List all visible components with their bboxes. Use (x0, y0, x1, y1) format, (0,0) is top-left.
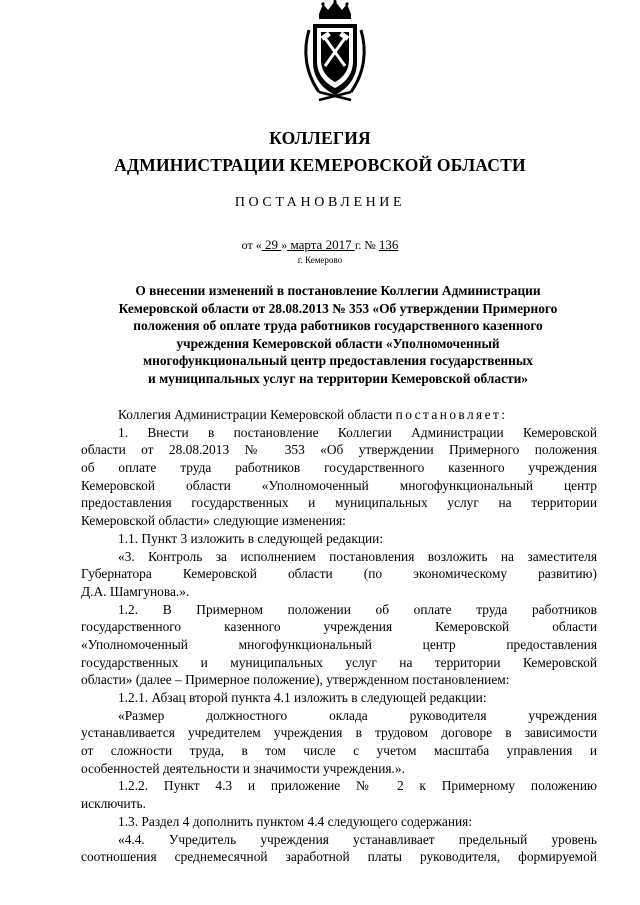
title-line: учреждения Кемеровской области «Уполномоченный (176, 335, 500, 351)
body-line: соотношения среднемесячной заработной платы руководителя, формируемой (81, 849, 597, 865)
document-city: г. Кемерово (297, 255, 343, 265)
body-line: от сложности труда, в том числе с учетом масштаба управления и (81, 743, 597, 759)
date-month-year: марта 2017 (287, 237, 355, 252)
number-sign: № (361, 238, 379, 252)
date-day: 29 (261, 237, 282, 252)
org-name-line1: КОЛЛЕГИЯ (269, 128, 371, 148)
date-from-label: от « (241, 238, 262, 252)
title-line: положения об оплате труда работников государственного казенного (133, 318, 543, 334)
intro-text: Коллегия Администрации Кемеровской области (118, 407, 396, 422)
title-line: О внесении изменений в постановление Коллегии Администрации (135, 283, 541, 298)
body-line: Кемеровской области» следующие изменения: (81, 513, 346, 529)
body-line: устанавливается учредителем учреждения в трудовом договоре в зависимости (81, 725, 597, 741)
title-line: Кемеровской области от 28.08.2013 № 353 «Об утверждении Примерного (118, 300, 558, 316)
body-line: 1.2. В Примерном положении об оплате труда работников (118, 601, 597, 617)
body-line: государственного казенного учреждения Кемеровской области (81, 619, 597, 635)
title-line: многофункциональный центр предоставления государственных (143, 353, 533, 369)
title-line: и муниципальных услуг на территории Кемеровской области» (148, 370, 528, 386)
document-date-number (0, 237, 640, 253)
date-year-suffix: г. (354, 238, 362, 252)
document-number: 136 (378, 237, 399, 252)
body-line: «Уполномоченный многофункциональный центр предоставления (81, 636, 597, 652)
body-line: 1.2.2. Пункт 4.3 и приложение № 2 к Примерному положению (118, 778, 597, 794)
body-line: 1.2.1. Абзац второй пункта 4.1 изложить в следующей редакции: (118, 690, 487, 705)
body-line: исключить. (81, 796, 146, 812)
body-intro-line (81, 406, 597, 424)
document-body (81, 406, 597, 866)
document-type: ПОСТАНОВЛЕНИЕ (234, 195, 406, 210)
coat-of-arms-icon (297, 0, 373, 104)
body-line: области» (далее – Примерное положение), утвержденном постановлением: (81, 672, 510, 688)
body-line: «3. Контроль за исполнением постановления возложить на заместителя (118, 548, 597, 564)
body-line: предоставления государственных и муниципальных услуг на территории (81, 495, 597, 511)
org-name-line2: АДМИНИСТРАЦИИ КЕМЕРОВСКОЙ ОБЛАСТИ (114, 155, 526, 175)
body-line: Кемеровской области «Уполномоченный многофункциональный центр (81, 477, 597, 493)
body-line: 1.1. Пункт 3 изложить в следующей редакции: (118, 530, 384, 546)
coat-of-arms-emblem (297, 0, 373, 104)
body-line: Губернатора Кемеровской области (по экономическому развитию) (81, 566, 597, 582)
body-line: области от 28.08.2013 № 353 «Об утверждении Примерного положения (81, 442, 597, 458)
document-title (88, 282, 588, 388)
body-line: Д.А. Шамгунова.». (81, 583, 190, 599)
body-line: об оплате труда работников государственного казенного учреждения (81, 460, 597, 476)
body-line: 1. Внести в постановление Коллегии Администрации Кемеровской (118, 424, 597, 440)
body-line: «Размер должностного оклада руководителя учреждения (118, 707, 597, 723)
body-line: «4.4. Учредитель учреждения устанавливает предельный уровень (118, 831, 597, 847)
date-close-quote: » (281, 238, 288, 252)
body-line: 1.3. Раздел 4 дополнить пунктом 4.4 следующего содержания: (118, 813, 473, 829)
body-line: особенностей деятельности и значимости учреждения.». (81, 760, 405, 776)
body-line: государственных и муниципальных услуг на территории Кемеровской (81, 654, 597, 670)
intro-verb: постановляет: (395, 407, 508, 422)
